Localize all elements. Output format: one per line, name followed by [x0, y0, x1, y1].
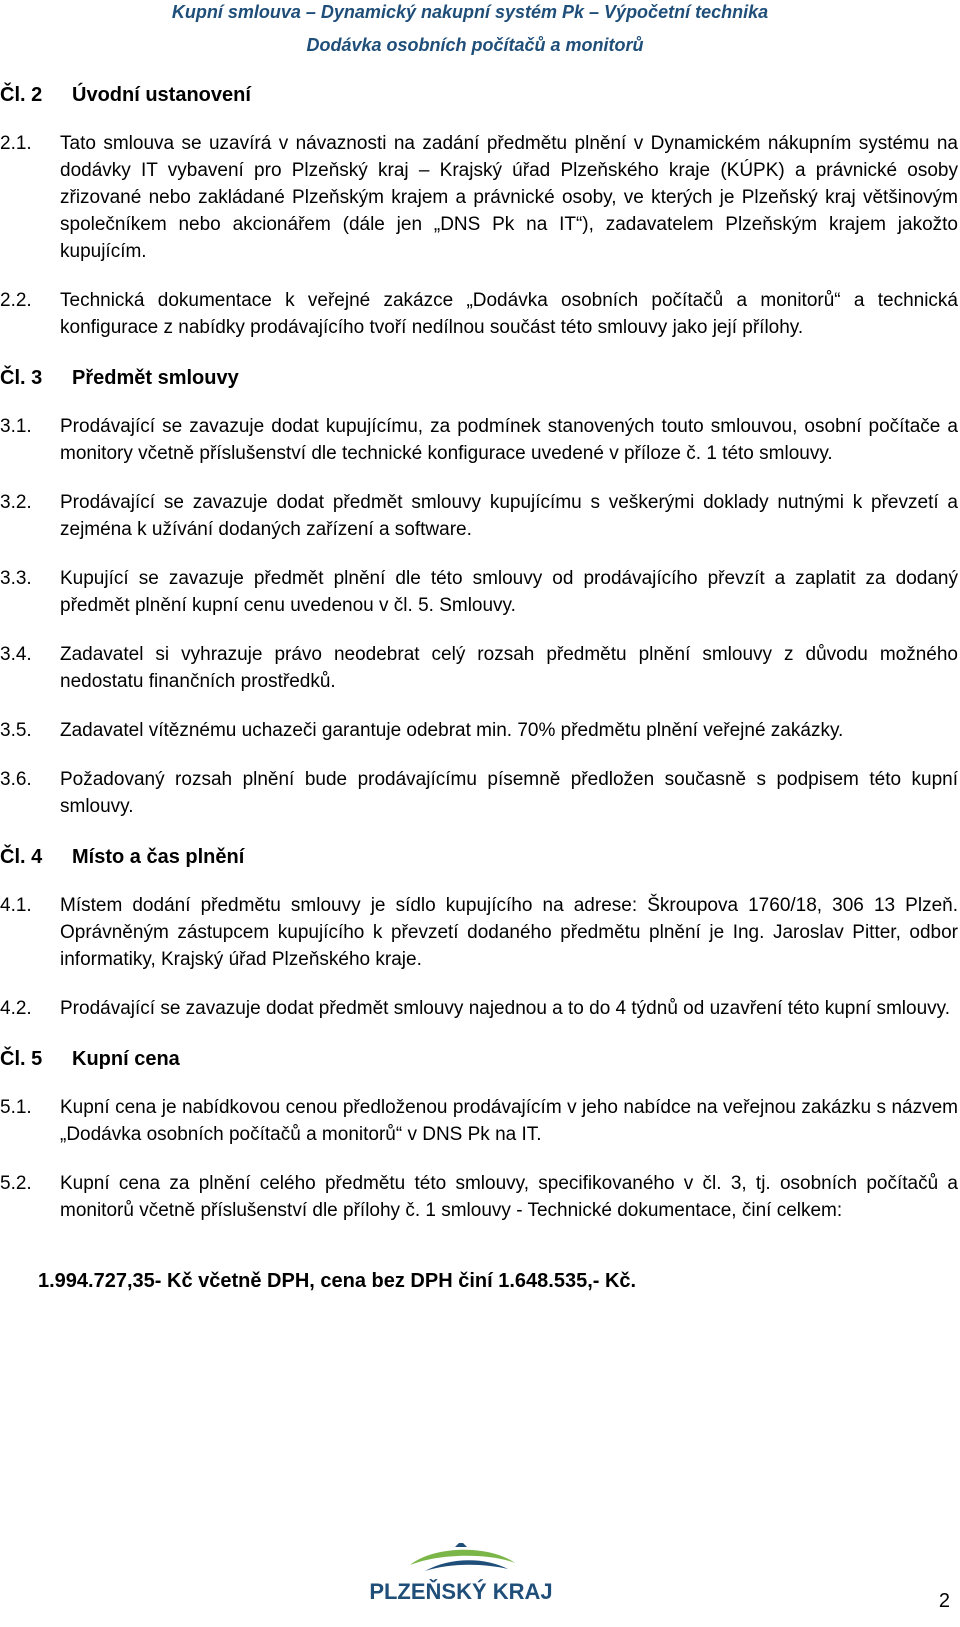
- paragraph: [0, 766, 960, 820]
- paragraph-number: 3.5.: [0, 720, 32, 741]
- paragraph-text: Místem dodání předmětu smlouvy je sídlo kupujícího na adrese: Škroupova 1760/18, 306 13 Plzeň. Oprávněným zástupcem kupujícího k převzetí dodaného předmětu plnění je Ing. Jaroslav Pitter, odbor informatiky, Krajský úřad Plzeňského kraje.: [60, 895, 958, 970]
- section-heading: [0, 365, 960, 391]
- paragraph-number: 4.2.: [0, 998, 32, 1019]
- paragraph-number: 5.1.: [0, 1097, 32, 1118]
- header-subtitle: Dodávka osobních počítačů a monitorů: [306, 35, 644, 55]
- section-title: Kupní cena: [72, 1048, 180, 1070]
- section-title: Úvodní ustanovení: [72, 84, 251, 106]
- paragraph: [0, 565, 960, 619]
- section-heading: [0, 844, 960, 870]
- paragraph-number: 3.6.: [0, 769, 32, 790]
- paragraph-number: 2.1.: [0, 133, 32, 154]
- section-heading: [0, 1046, 960, 1072]
- document-body: [0, 82, 960, 1294]
- total-price-line: 1.994.727,35- Kč včetně DPH, cena bez DPH činí 1.648.535,- Kč.: [38, 1270, 637, 1292]
- section-number: Čl. 4: [0, 846, 43, 868]
- section-title: Místo a čas plnění: [72, 846, 245, 868]
- paragraph: [0, 130, 960, 265]
- paragraph-text: Prodávající se zavazuje dodat předmět smlouvy najednou a to do 4 týdnů od uzavření této kupní smlouvy.: [60, 998, 951, 1019]
- header-title: Kupní smlouva – Dynamický nakupní systém Pk – Výpočetní technika: [171, 2, 769, 22]
- paragraph-number: 3.4.: [0, 644, 32, 665]
- paragraph-text: Technická dokumentace k veřejné zakázce „Dodávka osobních počítačů a monitorů“ a technická konfigurace z nabídky prodávajícího tvoří nedílnou součást této smlouvy jako její přílohy.: [60, 290, 958, 338]
- plzensky-kraj-logo: [350, 1543, 572, 1615]
- paragraph-number: 2.2.: [0, 290, 32, 311]
- section-number: Čl. 3: [0, 367, 43, 389]
- section-heading: [0, 82, 960, 108]
- paragraph-text: Prodávající se zavazuje dodat předmět smlouvy kupujícímu s veškerými doklady nutnými k převzetí a zejména k užívání dodaných zařízení a software.: [60, 492, 958, 540]
- paragraph-text: Požadovaný rozsah plnění bude prodávajícímu písemně předložen současně s podpisem této kupní smlouvy.: [60, 769, 958, 817]
- paragraph-number: 3.2.: [0, 492, 32, 513]
- paragraph-text: Kupní cena za plnění celého předmětu této smlouvy, specifikovaného v čl. 3, tj. osobních počítačů a monitorů včetně příslušenství dle přílohy č. 1 smlouvy - Technické dokumentace, činí celkem:: [60, 1173, 958, 1221]
- paragraph: [0, 892, 960, 973]
- paragraph: [0, 641, 960, 695]
- paragraph: [0, 717, 960, 744]
- paragraph: [0, 1170, 960, 1224]
- paragraph: [0, 489, 960, 543]
- paragraph-text: Tato smlouva se uzavírá v návaznosti na zadání předmětu plnění v Dynamickém nákupním systému na dodávky IT vybavení pro Plzeňský kraj – Krajský úřad Plzeňského kraje (KÚPK) a právnické osoby zřizované nebo zakládané Plzeňským krajem a právnické osoby, ve kterých je Plzeňský kraj většinovým společníkem nebo akcionářem (dále jen „DNS Pk na IT“), zadavatelem Plzeňským krajem jakožto kupujícím.: [60, 133, 958, 262]
- section-number: Čl. 2: [0, 84, 43, 106]
- paragraph-text: Zadavatel vítěznému uchazeči garantuje odebrat min. 70% předmětu plnění veřejné zakázky.: [60, 720, 844, 741]
- paragraph: [0, 413, 960, 467]
- paragraph: [0, 1094, 960, 1148]
- section-number: Čl. 5: [0, 1048, 43, 1070]
- paragraph: [0, 287, 960, 341]
- paragraph-text: Kupující se zavazuje předmět plnění dle této smlouvy od prodávajícího převzít a zaplatit za dodaný předmět plnění kupní cenu uvedenou v čl. 5. Smlouvy.: [60, 568, 958, 616]
- paragraph-number: 4.1.: [0, 895, 32, 916]
- paragraph-text: Kupní cena je nabídkovou cenou předloženou prodávajícím v jeho nabídce na veřejnou zakázku s názvem „Dodávka osobních počítačů a monitorů“ v DNS Pk na IT.: [60, 1097, 958, 1145]
- paragraph-text: Prodávající se zavazuje dodat kupujícímu, za podmínek stanovených touto smlouvou, osobní počítače a monitory včetně příslušenství dle technické konfigurace uvedené v příloze č. 1 této smlouvy.: [60, 416, 958, 464]
- paragraph-text: Zadavatel si vyhrazuje právo neodebrat celý rozsah předmětu plnění smlouvy z důvodu možného nedostatu finančních prostředků.: [60, 644, 958, 692]
- paragraph-number: 3.1.: [0, 416, 32, 437]
- paragraph-number: 5.2.: [0, 1173, 32, 1194]
- logo-text: PLZEŇSKÝ KRAJ: [369, 1579, 553, 1604]
- page-number: 2: [938, 1590, 950, 1612]
- paragraph: [0, 995, 960, 1022]
- paragraph-number: 3.3.: [0, 568, 32, 589]
- section-title: Předmět smlouvy: [72, 367, 239, 389]
